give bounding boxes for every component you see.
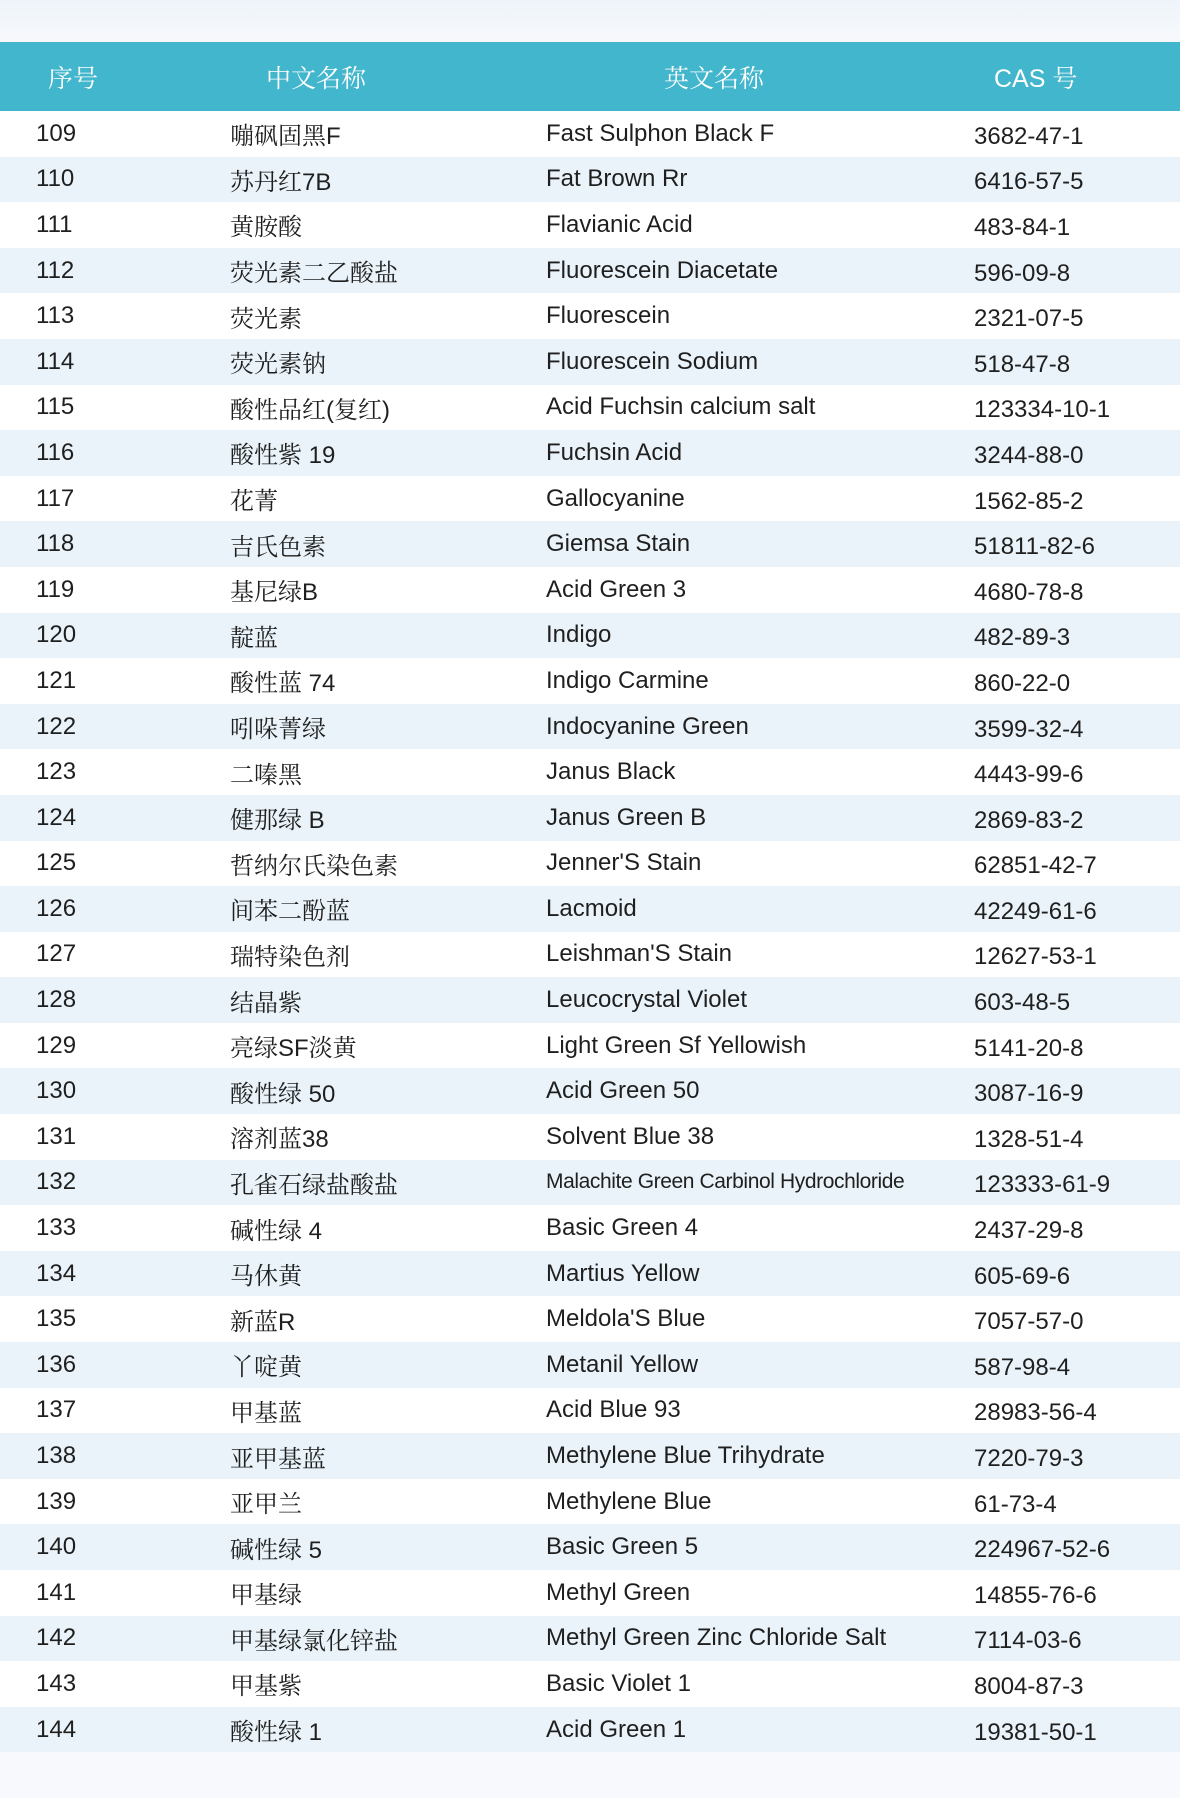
cell-chinese-name: 靛蓝 <box>230 624 278 652</box>
cell-serial-number: 120 <box>36 621 77 649</box>
cell-english-name: Indocyanine Green <box>546 712 749 740</box>
cell-serial-number: 125 <box>36 849 77 877</box>
cell-chinese-name: 丫啶黄 <box>230 1354 302 1382</box>
table-row <box>0 841 1180 887</box>
cell-cas-number: 61-73-4 <box>974 1490 1057 1518</box>
cell-serial-number: 143 <box>36 1669 77 1697</box>
cell-english-name: Solvent Blue 38 <box>546 1122 715 1150</box>
cell-serial-number: 134 <box>36 1259 77 1287</box>
cell-chinese-name: 甲基紫 <box>230 1673 302 1701</box>
cell-cas-number: 14855-76-6 <box>974 1581 1097 1609</box>
cell-serial-number: 114 <box>36 347 75 375</box>
cell-serial-number: 116 <box>36 438 75 466</box>
cell-chinese-name: 荧光素钠 <box>230 351 326 379</box>
table-row <box>0 248 1180 294</box>
cell-chinese-name: 碱性绿 4 <box>230 1217 323 1245</box>
cell-serial-number: 138 <box>36 1442 77 1470</box>
cell-english-name: Acid Green 3 <box>546 575 687 603</box>
cell-serial-number: 112 <box>36 256 75 284</box>
cell-chinese-name: 孔雀石绿盐酸盐 <box>230 1171 398 1199</box>
table-row <box>0 293 1180 339</box>
cell-serial-number: 128 <box>36 986 77 1014</box>
table-row <box>0 1114 1180 1160</box>
cell-english-name: Giemsa Stain <box>546 530 691 558</box>
table-row <box>0 1570 1180 1616</box>
cell-serial-number: 109 <box>36 119 77 147</box>
cell-english-name: Fast Sulphon Black F <box>546 119 775 147</box>
cell-serial-number: 135 <box>36 1305 77 1333</box>
table-row <box>0 1433 1180 1479</box>
cell-english-name: Acid Fuchsin calcium salt <box>546 393 816 421</box>
table-row <box>0 1388 1180 1434</box>
cell-chinese-name: 基尼绿B <box>230 579 319 607</box>
cell-english-name: Leishman'S Stain <box>546 940 733 968</box>
cell-chinese-name: 甲基绿 <box>230 1582 302 1610</box>
cell-english-name: Malachite Green Carbinol Hydrochloride <box>546 1170 905 1194</box>
cell-english-name: Fluorescein Sodium <box>546 347 759 375</box>
table-row <box>0 202 1180 248</box>
cell-serial-number: 141 <box>36 1578 77 1606</box>
cell-english-name: Light Green Sf Yellowish <box>546 1031 807 1059</box>
table-row <box>0 567 1180 613</box>
cell-chinese-name: 苏丹红7B <box>230 168 332 196</box>
table-body <box>0 111 1180 1752</box>
cell-chinese-name: 健那绿 B <box>230 807 325 835</box>
cell-serial-number: 117 <box>36 484 75 512</box>
table-row <box>0 932 1180 978</box>
cell-serial-number: 113 <box>36 302 75 330</box>
cell-cas-number: 51811-82-6 <box>974 533 1095 561</box>
table-row <box>0 476 1180 522</box>
table-row <box>0 521 1180 567</box>
cell-cas-number: 482-89-3 <box>974 624 1071 652</box>
cell-english-name: Basic Violet 1 <box>546 1669 691 1697</box>
cell-cas-number: 12627-53-1 <box>974 943 1097 971</box>
cell-chinese-name: 哲纳尔氏染色素 <box>230 852 398 880</box>
cell-serial-number: 140 <box>36 1533 77 1561</box>
cell-english-name: Methyl Green <box>546 1578 691 1606</box>
table-row <box>0 1296 1180 1342</box>
cell-cas-number: 596-09-8 <box>974 259 1071 287</box>
table-row <box>0 1023 1180 1069</box>
cell-chinese-name: 溶剂蓝38 <box>230 1126 329 1154</box>
cell-serial-number: 124 <box>36 803 77 831</box>
cell-chinese-name: 马休黄 <box>230 1263 302 1291</box>
cell-serial-number: 121 <box>36 666 77 694</box>
cell-english-name: Methylene Blue Trihydrate <box>546 1442 825 1470</box>
table-row <box>0 704 1180 750</box>
cell-serial-number: 111 <box>36 210 73 238</box>
cell-cas-number: 587-98-4 <box>974 1353 1071 1381</box>
table-row <box>0 111 1180 157</box>
table-row <box>0 1068 1180 1114</box>
dye-table <box>0 42 1180 1752</box>
cell-cas-number: 5141-20-8 <box>974 1034 1084 1062</box>
cell-chinese-name: 吲哚菁绿 <box>230 716 326 744</box>
cell-english-name: Metanil Yellow <box>546 1350 699 1378</box>
cell-english-name: Leucocrystal Violet <box>546 986 747 1014</box>
cell-english-name: Indigo Carmine <box>546 666 709 694</box>
cell-serial-number: 123 <box>36 758 77 786</box>
cell-english-name: Meldola'S Blue <box>546 1305 706 1333</box>
cell-cas-number: 7114-03-6 <box>974 1627 1082 1655</box>
cell-serial-number: 115 <box>36 393 75 421</box>
cell-cas-number: 605-69-6 <box>974 1262 1071 1290</box>
cell-english-name: Gallocyanine <box>546 484 685 512</box>
cell-chinese-name: 新蓝R <box>230 1308 296 1336</box>
cell-serial-number: 119 <box>36 575 75 603</box>
table-row <box>0 385 1180 431</box>
cell-cas-number: 483-84-1 <box>974 213 1071 241</box>
table-row <box>0 1160 1180 1206</box>
header-english-name: 英文名称 <box>664 64 765 93</box>
cell-english-name: Fat Brown Rr <box>546 165 688 193</box>
cell-english-name: Indigo <box>546 621 612 649</box>
cell-chinese-name: 亮绿SF淡黄 <box>230 1035 357 1063</box>
cell-serial-number: 127 <box>36 940 77 968</box>
cell-chinese-name: 花菁 <box>230 488 278 516</box>
table-row <box>0 1251 1180 1297</box>
cell-english-name: Janus Green B <box>546 803 707 831</box>
cell-cas-number: 518-47-8 <box>974 350 1071 378</box>
cell-serial-number: 142 <box>36 1624 77 1652</box>
table-row <box>0 658 1180 704</box>
cell-serial-number: 131 <box>36 1122 77 1150</box>
cell-cas-number: 1562-85-2 <box>974 487 1084 515</box>
cell-serial-number: 110 <box>36 165 75 193</box>
cell-serial-number: 130 <box>36 1077 77 1105</box>
cell-cas-number: 28983-56-4 <box>974 1399 1097 1427</box>
table-row <box>0 613 1180 659</box>
cell-english-name: Methylene Blue <box>546 1487 712 1515</box>
table-row <box>0 1205 1180 1251</box>
cell-serial-number: 126 <box>36 894 77 922</box>
cell-english-name: Jenner'S Stain <box>546 849 702 877</box>
table-row <box>0 430 1180 476</box>
cell-english-name: Acid Green 1 <box>546 1715 687 1743</box>
table-row <box>0 1479 1180 1525</box>
cell-cas-number: 19381-50-1 <box>974 1718 1097 1746</box>
cell-cas-number: 123333-61-9 <box>974 1171 1111 1199</box>
cell-cas-number: 7057-57-0 <box>974 1308 1084 1336</box>
table-row <box>0 1707 1180 1753</box>
cell-cas-number: 2869-83-2 <box>974 806 1084 834</box>
cell-cas-number: 8004-87-3 <box>974 1672 1084 1700</box>
header-chinese-name: 中文名称 <box>266 64 367 93</box>
cell-chinese-name: 结晶紫 <box>230 989 302 1017</box>
cell-chinese-name: 酸性蓝 74 <box>230 670 336 698</box>
cell-serial-number: 139 <box>36 1487 77 1515</box>
cell-english-name: Fluorescein Diacetate <box>546 256 779 284</box>
cell-cas-number: 6416-57-5 <box>974 168 1084 196</box>
table-row <box>0 1342 1180 1388</box>
table-row <box>0 1661 1180 1707</box>
cell-serial-number: 122 <box>36 712 77 740</box>
cell-chinese-name: 酸性紫 19 <box>230 442 336 470</box>
cell-serial-number: 133 <box>36 1214 77 1242</box>
cell-english-name: Acid Green 50 <box>546 1077 700 1105</box>
cell-chinese-name: 瑞特染色剂 <box>230 943 350 971</box>
cell-english-name: Fuchsin Acid <box>546 438 683 466</box>
cell-english-name: Basic Green 5 <box>546 1533 699 1561</box>
cell-cas-number: 860-22-0 <box>974 669 1071 697</box>
cell-chinese-name: 甲基绿氯化锌盐 <box>230 1627 398 1655</box>
cell-cas-number: 4443-99-6 <box>974 761 1084 789</box>
cell-english-name: Acid Blue 93 <box>546 1396 681 1424</box>
cell-serial-number: 137 <box>36 1396 77 1424</box>
cell-serial-number: 132 <box>36 1168 77 1196</box>
cell-cas-number: 3244-88-0 <box>974 441 1084 469</box>
cell-chinese-name: 亚甲兰 <box>230 1491 302 1519</box>
table-row <box>0 339 1180 385</box>
table-header <box>0 42 1180 111</box>
cell-cas-number: 4680-78-8 <box>974 578 1084 606</box>
cell-cas-number: 123334-10-1 <box>974 396 1111 424</box>
cell-serial-number: 129 <box>36 1031 77 1059</box>
cell-english-name: Fluorescein <box>546 302 671 330</box>
cell-serial-number: 144 <box>36 1715 77 1743</box>
cell-chinese-name: 酸性品红(复红) <box>230 396 390 424</box>
table-row <box>0 1616 1180 1662</box>
table-row <box>0 795 1180 841</box>
header-serial-number: 序号 <box>48 64 99 93</box>
cell-english-name: Janus Black <box>546 758 676 786</box>
header-cas-number: CAS 号 <box>994 64 1078 93</box>
cell-english-name: Martius Yellow <box>546 1259 700 1287</box>
cell-chinese-name: 荧光素 <box>230 305 302 333</box>
cell-chinese-name: 碱性绿 5 <box>230 1536 323 1564</box>
cell-chinese-name: 吉氏色素 <box>230 533 326 561</box>
cell-chinese-name: 酸性绿 50 <box>230 1080 336 1108</box>
cell-chinese-name: 二嗪黑 <box>230 761 302 789</box>
cell-cas-number: 224967-52-6 <box>974 1536 1111 1564</box>
table-row <box>0 157 1180 203</box>
table-row <box>0 886 1180 932</box>
table-row <box>0 977 1180 1023</box>
cell-chinese-name: 黄胺酸 <box>230 214 302 242</box>
cell-cas-number: 42249-61-6 <box>974 897 1097 925</box>
cell-english-name: Flavianic Acid <box>546 210 693 238</box>
cell-serial-number: 118 <box>36 530 75 558</box>
cell-cas-number: 603-48-5 <box>974 989 1071 1017</box>
table-row <box>0 749 1180 795</box>
cell-chinese-name: 亚甲基蓝 <box>230 1445 326 1473</box>
cell-chinese-name: 酸性绿 1 <box>230 1719 323 1747</box>
cell-english-name: Lacmoid <box>546 894 637 922</box>
table-row <box>0 1524 1180 1570</box>
cell-cas-number: 62851-42-7 <box>974 852 1097 880</box>
cell-chinese-name: 嘣砜固黑F <box>230 123 341 151</box>
cell-chinese-name: 甲基蓝 <box>230 1399 302 1427</box>
cell-chinese-name: 荧光素二乙酸盐 <box>230 260 398 288</box>
cell-cas-number: 3599-32-4 <box>974 715 1084 743</box>
cell-cas-number: 3087-16-9 <box>974 1080 1084 1108</box>
cell-cas-number: 3682-47-1 <box>974 122 1084 150</box>
cell-chinese-name: 间苯二酚蓝 <box>230 898 350 926</box>
cell-english-name: Basic Green 4 <box>546 1214 699 1242</box>
cell-english-name: Methyl Green Zinc Chloride Salt <box>546 1624 887 1652</box>
cell-cas-number: 7220-79-3 <box>974 1445 1084 1473</box>
cell-serial-number: 136 <box>36 1350 77 1378</box>
cell-cas-number: 2437-29-8 <box>974 1217 1084 1245</box>
cell-cas-number: 1328-51-4 <box>974 1125 1084 1153</box>
cell-cas-number: 2321-07-5 <box>974 305 1084 333</box>
